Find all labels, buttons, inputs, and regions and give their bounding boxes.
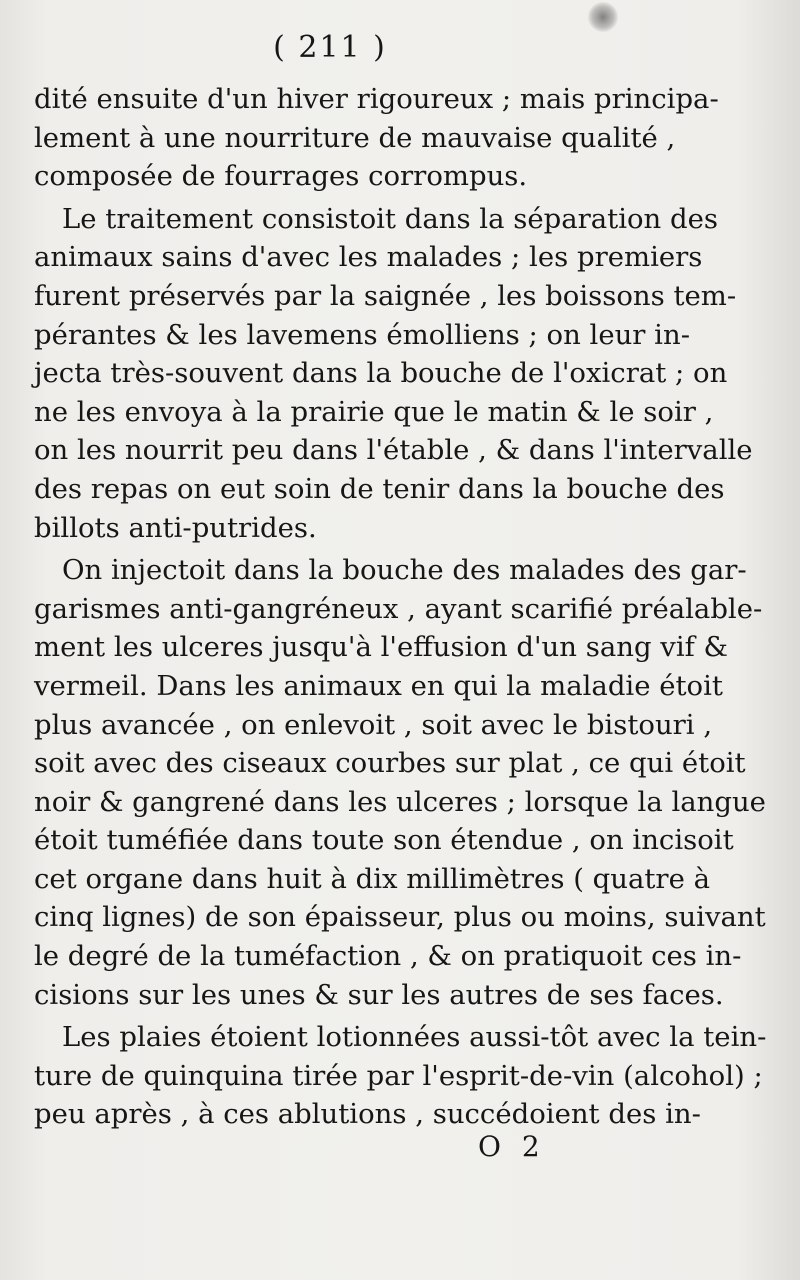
paragraph-start-line: Le traitement consistoit dans la séparation des <box>62 202 718 235</box>
text-line: animaux sains d'avec les malades ; les premiers <box>34 241 703 274</box>
page-number: ( 211 ) <box>273 30 387 65</box>
text-line: soit avec des ciseaux courbes sur plat , ce qui étoit <box>34 747 746 780</box>
text-line: cet organe dans huit à dix millimètres ( quatre à <box>34 862 710 895</box>
text-line: composée de fourrages corrompus. <box>34 160 528 193</box>
text-line: furent préservés par la saignée , les boissons tem- <box>34 279 737 312</box>
signature-mark: O 2 <box>478 1130 546 1163</box>
text-line: étoit tuméfiée dans toute son étendue , on incisoit <box>34 824 734 857</box>
text-line: le degré de la tuméfaction , & on pratiquoit ces in- <box>34 940 742 973</box>
text-line: noir & gangrené dans les ulceres ; lorsque la langue <box>34 785 766 818</box>
ink-smudge <box>588 2 618 32</box>
text-line: billots anti-putrides. <box>34 511 317 544</box>
text-line: on les nourrit peu dans l'étable , & dans l'intervalle <box>34 434 753 467</box>
text-line: garismes anti-gangréneux , ayant scarifié préalable- <box>34 592 763 625</box>
text-line: cisions sur les unes & sur les autres de ses faces. <box>34 978 724 1011</box>
text-line: ture de quinquina tirée par l'esprit-de-vin (alcohol) ; <box>34 1059 763 1092</box>
text-line: des repas on eut soin de tenir dans la bouche des <box>34 472 725 505</box>
text-line: plus avancée , on enlevoit , soit avec le bistouri , <box>34 708 713 741</box>
text-line: ment les ulceres jusqu'à l'effusion d'un sang vif & <box>34 631 729 664</box>
text-line: lement à une nourriture de mauvaise qualité , <box>34 121 676 154</box>
paragraph-start-line: On injectoit dans la bouche des malades des gar- <box>62 554 747 587</box>
paragraph-start-line: Les plaies étoient lotionnées aussi-tôt avec la tein- <box>62 1021 767 1054</box>
text-line: vermeil. Dans les animaux en qui la maladie étoit <box>34 669 723 702</box>
text-line: pérantes & les lavemens émolliens ; on leur in- <box>34 318 690 351</box>
text-line: dité ensuite d'un hiver rigoureux ; mais principa- <box>34 83 719 115</box>
text-line: cinq lignes) de son épaisseur, plus ou moins, suivant <box>34 901 766 934</box>
text-line: peu après , à ces ablutions , succédoient des in- <box>34 1098 701 1131</box>
text-line: ne les envoya à la prairie que le matin & le soir , <box>34 395 714 428</box>
text-line: jecta très-souvent dans la bouche de l'oxicrat ; on <box>34 357 728 390</box>
body-text <box>34 80 767 1134</box>
